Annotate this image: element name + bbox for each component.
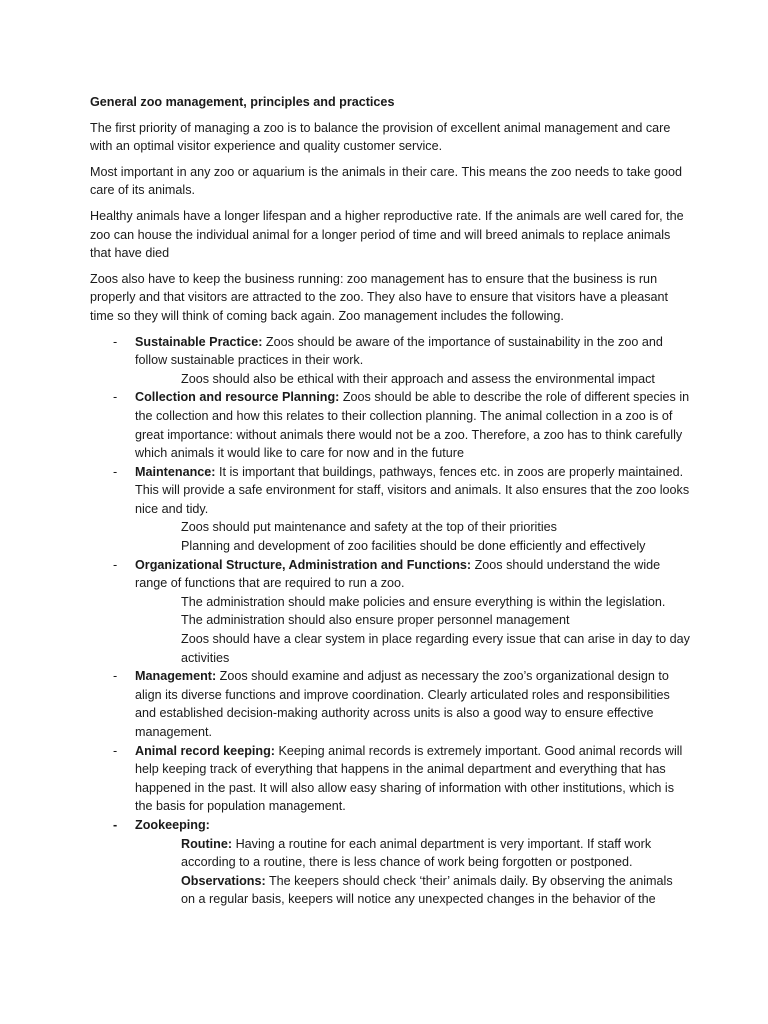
item-label: Sustainable Practice: xyxy=(135,334,263,349)
paragraph-business: Zoos also have to keep the business running: zoo management has to ensure that the business is run properly and that visitors are attracted to the zoo. They also have to ensure that visitors have a pleasant time so they will think of coming back again. Zoo management includes the following. xyxy=(90,271,669,323)
list-item-collection-planning xyxy=(90,388,690,462)
item-text: Zoos should understand the wide range of functions that are required to run a zoo. xyxy=(135,557,661,591)
list-marker: - xyxy=(113,743,118,758)
sub-line: Zoos should also be ethical with their approach and assess the environmental impact xyxy=(181,371,655,386)
list-item-animal-record-keeping xyxy=(90,742,690,816)
sub-line: Zoos should have a clear system in place regarding every issue that can arise in day to day activities xyxy=(181,632,690,665)
sub-line: The administration should also ensure proper personnel management xyxy=(181,613,570,628)
paragraph-health: Healthy animals have a longer lifespan and a higher reproductive rate. If the animals are well cared for, the zoo can house the individual animal for a longer period of time and will breed animals to replace animals that have died xyxy=(90,208,684,261)
item-text: Keeping animal records is extremely important. Good animal records will help keeping track of everything that happens in the animal department and everything that has happened in the past. It will also allow easy sharing of information with other institutions, which is the basis for population management. xyxy=(135,743,683,814)
list-marker: - xyxy=(113,334,118,349)
list-marker: - xyxy=(113,390,118,405)
item-label: Zookeeping: xyxy=(135,817,210,832)
paragraph-intro: The first priority of managing a zoo is to balance the provision of excellent animal management and care with an optimal visitor experience and quality customer service. xyxy=(90,120,671,154)
sub-line-observations xyxy=(135,872,690,909)
item-text: Zoos should examine and adjust as necessary the zoo’s organizational design to align its diverse functions and improve coordination. Clearly articulated roles and responsibilities and established decision-making authority across units is also a good way to ensure effective management. xyxy=(135,669,670,739)
list-marker: - xyxy=(113,557,118,572)
management-list xyxy=(90,333,690,909)
item-text: Zoos should be aware of the importance of sustainability in the zoo and follow sustainable practices in their work. xyxy=(135,334,663,368)
sub-line-routine xyxy=(135,835,690,872)
item-label: Animal record keeping: xyxy=(135,743,275,758)
sub-text: The keepers should check ‘their’ animals daily. By observing the animals on a regular basis, keepers will notice any unexpected changes in the behavior of the xyxy=(181,873,673,907)
sub-label: Routine: xyxy=(181,836,233,851)
list-item-zookeeping xyxy=(90,816,690,909)
list-marker: - xyxy=(113,669,118,684)
document-title: General zoo management, principles and practices xyxy=(90,95,395,109)
item-label: Collection and resource Planning: xyxy=(135,390,340,405)
document-body xyxy=(90,93,690,909)
sub-line: Zoos should put maintenance and safety at the top of their priorities xyxy=(181,520,557,535)
item-text: Zoos should be able to describe the role of different species in the collection and how this relates to their collection planning. The animal collection in a zoo is of great importance: without animals there would not be a zoo. Therefore, a zoo has to think carefully which animals it would like to care for now and in the future xyxy=(135,390,690,461)
paragraph-animals: Most important in any zoo or aquarium is the animals in their care. This means the zoo needs to take good care of its animals. xyxy=(90,164,682,198)
list-item-maintenance xyxy=(90,463,690,556)
item-label: Maintenance: xyxy=(135,464,216,479)
sub-label: Observations: xyxy=(181,873,266,888)
list-marker: - xyxy=(113,464,118,479)
item-text: It is important that buildings, pathways, fences etc. in zoos are properly maintained. This will provide a safe environment for staff, visitors and animals. It also ensures that the zoo looks nice and tidy. xyxy=(135,464,690,516)
list-item-sustainable-practice xyxy=(90,333,690,389)
item-label: Management: xyxy=(135,669,217,684)
sub-text: Having a routine for each animal department is very important. If staff work according to a routine, there is less chance of work being forgotten or postponed. xyxy=(181,836,652,870)
sub-line: Planning and development of zoo facilities should be done efficiently and effectively xyxy=(181,539,646,554)
sub-line: The administration should make policies and ensure everything is within the legislation. xyxy=(181,594,666,609)
list-marker: - xyxy=(113,817,118,832)
item-label: Organizational Structure, Administration and Functions: xyxy=(135,557,472,572)
list-item-organizational-structure xyxy=(90,556,690,668)
list-item-management xyxy=(90,667,690,741)
